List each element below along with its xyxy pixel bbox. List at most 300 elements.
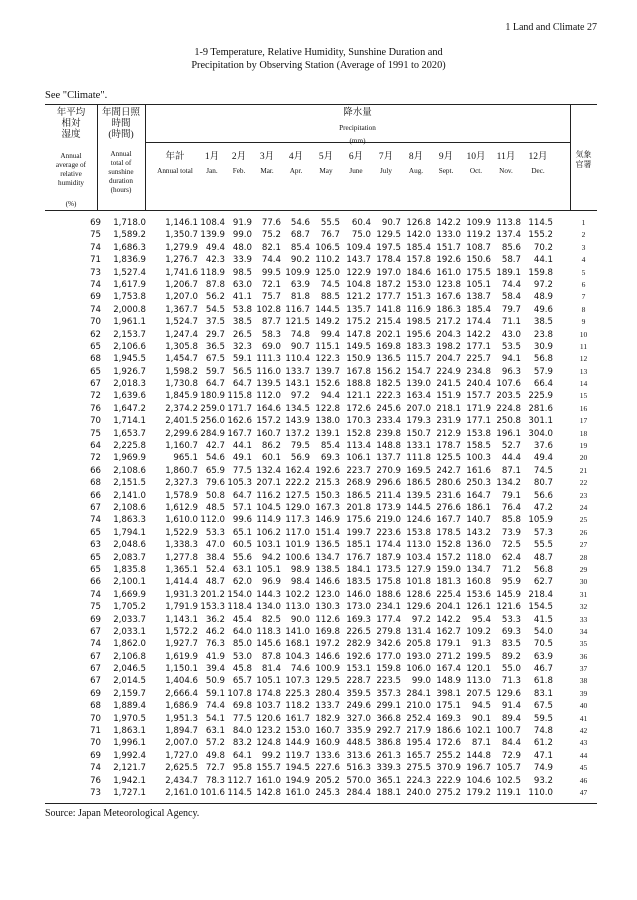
month-header-en: Aug. xyxy=(408,167,424,175)
monthly-precip-cell: 134.0 xyxy=(256,602,281,613)
monthly-precip-cell: 195.4 xyxy=(406,738,431,749)
monthly-precip-cell: 109.9 xyxy=(466,218,491,228)
annual-precip-cell: 1,207.0 xyxy=(165,292,198,303)
sunshine-cell: 1,970.5 xyxy=(113,713,146,724)
monthly-precip-cell: 185.4 xyxy=(466,304,491,315)
monthly-precip-cell: 55.6 xyxy=(232,552,252,563)
monthly-precip-cell: 96.3 xyxy=(501,366,521,377)
monthly-precip-cell: 120.1 xyxy=(466,664,491,675)
table-row xyxy=(45,676,597,688)
monthly-precip-cell: 111.8 xyxy=(406,453,431,464)
monthly-precip-cell: 105.3 xyxy=(227,478,252,489)
monthly-precip-cell: 99.0 xyxy=(411,676,431,687)
table-row xyxy=(45,701,597,713)
annual-precip-cell: 2,007.0 xyxy=(165,738,198,749)
monthly-precip-cell: 94.1 xyxy=(501,354,521,365)
sunshine-cell: 2,121.7 xyxy=(113,763,146,774)
monthly-precip-cell: 48.0 xyxy=(232,242,252,253)
monthly-precip-cell: 183.3 xyxy=(406,341,431,352)
monthly-precip-cell: 108.4 xyxy=(200,218,225,228)
monthly-precip-cell: 138.7 xyxy=(466,292,491,303)
monthly-precip-cell: 134.7 xyxy=(315,552,340,563)
monthly-precip-cell: 29.7 xyxy=(205,329,225,340)
station-number-cell: 10 xyxy=(579,329,588,339)
monthly-precip-cell: 155.2 xyxy=(528,230,553,241)
monthly-precip-cell: 175.2 xyxy=(346,317,371,328)
station-number-cell: 40 xyxy=(579,701,588,711)
humidity-cell: 67 xyxy=(90,502,101,513)
monthly-precip-cell: 177.7 xyxy=(376,292,401,303)
monthly-precip-cell: 169.3 xyxy=(436,713,461,724)
monthly-precip-cell: 121.5 xyxy=(285,317,310,328)
annual-precip-cell: 2,374.2 xyxy=(165,403,198,414)
monthly-precip-cell: 122.3 xyxy=(315,354,340,365)
sunshine-cell: 2,153.7 xyxy=(113,329,146,340)
monthly-precip-cell: 160.9 xyxy=(315,738,340,749)
monthly-precip-cell: 153.6 xyxy=(466,589,491,600)
monthly-precip-cell: 85.0 xyxy=(232,639,252,650)
annual-precip-cell: 1,143.1 xyxy=(165,614,198,625)
monthly-precip-cell: 85.4 xyxy=(290,242,310,253)
monthly-precip-cell: 72.7 xyxy=(205,763,225,774)
monthly-precip-cell: 181.3 xyxy=(436,577,461,588)
monthly-precip-cell: 59.1 xyxy=(205,688,225,699)
monthly-precip-cell: 179.1 xyxy=(436,639,461,650)
monthly-precip-cell: 62.7 xyxy=(533,577,553,588)
monthly-precip-cell: 202.1 xyxy=(376,329,401,340)
annual-precip-cell: 1,572.2 xyxy=(165,626,198,637)
monthly-precip-cell: 99.4 xyxy=(320,329,340,340)
monthly-precip-cell: 137.4 xyxy=(496,230,521,241)
monthly-precip-cell: 69.3 xyxy=(320,453,340,464)
monthly-precip-cell: 45.4 xyxy=(232,614,252,625)
monthly-precip-cell: 48.9 xyxy=(533,292,553,303)
monthly-precip-cell: 204.3 xyxy=(436,329,461,340)
month-header-en: May xyxy=(319,167,333,175)
monthly-precip-cell: 185.4 xyxy=(406,242,431,253)
station-number-cell: 43 xyxy=(579,738,588,748)
monthly-precip-cell: 146.6 xyxy=(315,577,340,588)
monthly-precip-cell: 217.9 xyxy=(406,726,431,737)
monthly-precip-cell: 118.0 xyxy=(466,552,491,563)
monthly-precip-cell: 159.0 xyxy=(436,564,461,575)
monthly-precip-cell: 76.7 xyxy=(320,230,340,241)
station-number-cell: 1 xyxy=(581,218,586,227)
monthly-precip-cell: 52.7 xyxy=(501,441,521,452)
station-number-cell: 24 xyxy=(579,502,588,512)
monthly-precip-cell: 95.8 xyxy=(232,763,252,774)
monthly-precip-cell: 95.4 xyxy=(471,614,491,625)
monthly-precip-cell: 176.7 xyxy=(346,552,371,563)
monthly-precip-cell: 245.3 xyxy=(315,787,340,798)
sunshine-cell: 2,100.1 xyxy=(113,577,146,588)
annual-precip-cell: 2,666.4 xyxy=(165,688,198,699)
monthly-precip-cell: 49.4 xyxy=(205,242,225,253)
monthly-precip-cell: 53.8 xyxy=(232,304,252,315)
humidity-cell: 68 xyxy=(90,701,101,712)
monthly-precip-cell: 121.1 xyxy=(346,391,371,402)
monthly-precip-cell: 54.5 xyxy=(205,304,225,315)
monthly-precip-cell: 152.8 xyxy=(346,428,371,439)
table-row xyxy=(45,602,597,614)
monthly-precip-cell: 133.6 xyxy=(315,750,340,761)
monthly-precip-cell: 154.5 xyxy=(528,602,553,613)
monthly-precip-cell: 175.1 xyxy=(436,701,461,712)
monthly-precip-cell: 154.0 xyxy=(227,589,252,600)
monthly-precip-cell: 222.3 xyxy=(376,391,401,402)
monthly-precip-cell: 177.1 xyxy=(466,416,491,427)
monthly-precip-cell: 144.3 xyxy=(256,589,281,600)
monthly-precip-cell: 249.6 xyxy=(346,701,371,712)
monthly-precip-cell: 152.8 xyxy=(436,540,461,551)
month-header-en: Sept. xyxy=(438,167,454,175)
station-number-cell: 44 xyxy=(579,750,588,760)
monthly-precip-cell: 94.5 xyxy=(471,701,491,712)
monthly-precip-cell: 168.1 xyxy=(285,639,310,650)
humidity-cell: 69 xyxy=(90,218,101,228)
humidity-cell: 65 xyxy=(90,527,101,538)
monthly-precip-cell: 150.6 xyxy=(466,255,491,266)
monthly-precip-cell: 357.3 xyxy=(376,688,401,699)
humidity-cell: 67 xyxy=(90,651,101,662)
humidity-cell: 68 xyxy=(90,478,101,489)
monthly-precip-cell: 37.5 xyxy=(205,317,225,328)
station-number-cell: 30 xyxy=(579,577,588,587)
monthly-precip-cell: 107.8 xyxy=(227,688,252,699)
monthly-precip-cell: 112.0 xyxy=(256,391,281,402)
monthly-precip-cell: 128.6 xyxy=(406,589,431,600)
monthly-precip-cell: 64.1 xyxy=(232,750,252,761)
monthly-precip-cell: 193.0 xyxy=(406,651,431,662)
monthly-precip-cell: 100.3 xyxy=(466,453,491,464)
table-row xyxy=(45,391,597,403)
monthly-precip-cell: 49.4 xyxy=(533,453,553,464)
sunshine-header-jp: 年間日照 時間 (時間) xyxy=(101,108,140,140)
month-header-jp: 5月 xyxy=(318,152,334,162)
monthly-precip-cell: 151.7 xyxy=(436,242,461,253)
table-row xyxy=(45,503,597,515)
monthly-precip-cell: 177.4 xyxy=(376,614,401,625)
monthly-precip-cell: 47.0 xyxy=(205,540,225,551)
sunshine-cell: 2,033.7 xyxy=(113,614,146,625)
monthly-precip-cell: 58.7 xyxy=(501,255,521,266)
monthly-precip-cell: 171.9 xyxy=(466,403,491,414)
month-header-en: Oct. xyxy=(469,167,483,175)
monthly-precip-cell: 185.1 xyxy=(346,540,371,551)
monthly-precip-cell: 146.6 xyxy=(315,651,340,662)
monthly-precip-cell: 74.4 xyxy=(205,701,225,712)
monthly-precip-cell: 62.0 xyxy=(232,577,252,588)
monthly-precip-cell: 192.6 xyxy=(346,651,371,662)
monthly-precip-cell: 180.9 xyxy=(200,391,225,402)
station-number-cell: 12 xyxy=(579,354,588,364)
sunshine-cell: 1,996.1 xyxy=(113,738,146,749)
monthly-precip-cell: 152.6 xyxy=(315,379,340,390)
station-number-cell: 21 xyxy=(579,465,588,475)
monthly-precip-cell: 172.6 xyxy=(346,403,371,414)
monthly-precip-cell: 225.4 xyxy=(436,589,461,600)
monthly-precip-cell: 119.1 xyxy=(496,787,521,798)
monthly-precip-cell: 280.6 xyxy=(436,478,461,489)
monthly-precip-cell: 161.6 xyxy=(466,465,491,476)
annual-precip-cell: 1,305.8 xyxy=(165,341,198,352)
sunshine-cell: 2,108.6 xyxy=(113,465,146,476)
table-row xyxy=(45,218,597,230)
monthly-precip-cell: 38.5 xyxy=(533,317,553,328)
humidity-header-en: Annual average of relative humidity xyxy=(55,152,87,187)
monthly-precip-cell: 50.9 xyxy=(205,676,225,687)
monthly-precip-cell: 210.0 xyxy=(406,701,431,712)
monthly-precip-cell: 65.7 xyxy=(232,676,252,687)
monthly-precip-cell: 119.2 xyxy=(466,230,491,241)
monthly-precip-cell: 335.9 xyxy=(346,726,371,737)
monthly-precip-cell: 189.1 xyxy=(496,267,521,278)
sunshine-cell: 2,083.7 xyxy=(113,552,146,563)
monthly-precip-cell: 157.2 xyxy=(436,552,461,563)
monthly-precip-cell: 98.9 xyxy=(290,564,310,575)
monthly-precip-cell: 137.7 xyxy=(376,453,401,464)
month-header-jp: 9月 xyxy=(438,152,454,162)
monthly-precip-cell: 155.7 xyxy=(256,763,281,774)
monthly-precip-cell: 57.2 xyxy=(205,738,225,749)
monthly-precip-cell: 54.6 xyxy=(290,218,310,228)
monthly-precip-cell: 114.5 xyxy=(528,218,553,228)
sunshine-cell: 1,835.8 xyxy=(113,564,146,575)
monthly-precip-cell: 87.1 xyxy=(471,738,491,749)
sunshine-cell: 1,836.9 xyxy=(113,255,146,266)
monthly-precip-cell: 184.6 xyxy=(406,267,431,278)
annual-precip-cell: 1,454.7 xyxy=(165,354,198,365)
monthly-precip-cell: 71.3 xyxy=(501,676,521,687)
table-row xyxy=(45,292,597,304)
monthly-precip-cell: 159.8 xyxy=(376,664,401,675)
monthly-precip-cell: 142.2 xyxy=(436,614,461,625)
monthly-precip-cell: 89.4 xyxy=(501,713,521,724)
monthly-precip-cell: 44.1 xyxy=(232,441,252,452)
monthly-precip-cell: 228.7 xyxy=(346,676,371,687)
monthly-precip-cell: 74.4 xyxy=(261,255,281,266)
monthly-precip-cell: 127.5 xyxy=(285,490,310,501)
month-header-jp: 10月 xyxy=(466,152,486,162)
monthly-precip-cell: 37.6 xyxy=(533,441,553,452)
table-row xyxy=(45,590,597,602)
monthly-precip-cell: 54.6 xyxy=(205,453,225,464)
station-number-cell: 23 xyxy=(579,490,588,500)
monthly-precip-cell: 147.8 xyxy=(346,329,371,340)
title-line-2: Precipitation by Observing Station (Average of 1991 to 2020) xyxy=(191,60,446,71)
monthly-precip-cell: 205.8 xyxy=(406,639,431,650)
station-number-cell: 17 xyxy=(579,416,588,426)
monthly-precip-cell: 187.2 xyxy=(376,279,401,290)
monthly-precip-cell: 157.7 xyxy=(466,391,491,402)
sunshine-cell: 1,653.7 xyxy=(113,428,146,439)
monthly-precip-cell: 66.4 xyxy=(533,379,553,390)
monthly-precip-cell: 61.2 xyxy=(533,738,553,749)
monthly-precip-cell: 115.1 xyxy=(315,341,340,352)
annual-precip-cell: 1,522.9 xyxy=(165,527,198,538)
monthly-precip-cell: 110.2 xyxy=(315,255,340,266)
annual-precip-cell: 1,927.7 xyxy=(165,639,198,650)
month-header-jp: 7月 xyxy=(378,152,394,162)
station-number-cell: 11 xyxy=(579,341,588,351)
month-header-jp: 3月 xyxy=(259,152,275,162)
humidity-cell: 66 xyxy=(90,465,101,476)
monthly-precip-cell: 41.5 xyxy=(533,614,553,625)
monthly-precip-cell: 110.4 xyxy=(285,354,310,365)
monthly-precip-cell: 90.7 xyxy=(381,218,401,228)
monthly-precip-cell: 241.5 xyxy=(436,379,461,390)
sunshine-cell: 1,669.9 xyxy=(113,589,146,600)
monthly-precip-cell: 70.5 xyxy=(533,639,553,650)
monthly-precip-cell: 129.5 xyxy=(376,230,401,241)
month-header-jp: 12月 xyxy=(528,152,548,162)
monthly-precip-cell: 160.7 xyxy=(315,726,340,737)
table-row xyxy=(45,453,597,465)
annual-precip-cell: 1,860.7 xyxy=(165,465,198,476)
monthly-precip-cell: 250.8 xyxy=(496,416,521,427)
monthly-precip-cell: 275.5 xyxy=(406,763,431,774)
monthly-precip-cell: 82.1 xyxy=(261,242,281,253)
sunshine-cell: 1,945.5 xyxy=(113,354,146,365)
monthly-precip-cell: 101.6 xyxy=(200,787,225,798)
data-rows xyxy=(45,218,597,800)
monthly-precip-cell: 150.9 xyxy=(346,354,371,365)
monthly-precip-cell: 111.3 xyxy=(256,354,281,365)
annual-precip-cell: 2,625.5 xyxy=(165,763,198,774)
monthly-precip-cell: 105.1 xyxy=(466,279,491,290)
monthly-precip-cell: 122.9 xyxy=(346,267,371,278)
monthly-precip-cell: 106.5 xyxy=(315,242,340,253)
monthly-precip-cell: 85.8 xyxy=(501,515,521,526)
monthly-precip-cell: 63.9 xyxy=(533,651,553,662)
monthly-precip-cell: 386.8 xyxy=(376,738,401,749)
sunshine-cell: 2,106.8 xyxy=(113,651,146,662)
annual-precip-cell: 1,845.9 xyxy=(165,391,198,402)
annual-precip-cell: 1,277.8 xyxy=(165,552,198,563)
monthly-precip-cell: 146.0 xyxy=(346,589,371,600)
station-number-cell: 41 xyxy=(579,713,588,723)
sunshine-cell: 1,714.1 xyxy=(113,416,146,427)
monthly-precip-cell: 153.3 xyxy=(200,602,225,613)
monthly-precip-cell: 98.5 xyxy=(232,267,252,278)
monthly-precip-cell: 67.5 xyxy=(533,701,553,712)
annual-precip-cell: 1,338.3 xyxy=(165,540,198,551)
monthly-precip-cell: 87.8 xyxy=(261,651,281,662)
monthly-precip-cell: 268.9 xyxy=(346,478,371,489)
sunshine-cell: 2,046.5 xyxy=(113,664,146,675)
monthly-precip-cell: 74.8 xyxy=(533,726,553,737)
humidity-cell: 69 xyxy=(90,614,101,625)
monthly-precip-cell: 161.7 xyxy=(285,713,310,724)
monthly-precip-cell: 215.4 xyxy=(376,317,401,328)
monthly-precip-cell: 74.9 xyxy=(533,763,553,774)
sunshine-cell: 1,961.1 xyxy=(113,317,146,328)
monthly-precip-cell: 172.6 xyxy=(436,738,461,749)
monthly-precip-cell: 75.0 xyxy=(351,230,371,241)
monthly-precip-cell: 231.9 xyxy=(436,416,461,427)
monthly-precip-cell: 64.7 xyxy=(232,490,252,501)
monthly-precip-cell: 197.5 xyxy=(376,242,401,253)
station-number-cell: 29 xyxy=(579,564,588,574)
monthly-precip-cell: 167.4 xyxy=(436,664,461,675)
monthly-precip-cell: 79.1 xyxy=(501,490,521,501)
humidity-cell: 76 xyxy=(90,403,101,414)
humidity-cell: 74 xyxy=(90,304,101,315)
month-header-en: Apr. xyxy=(289,167,303,175)
table-row xyxy=(45,317,597,329)
monthly-precip-cell: 170.3 xyxy=(346,416,371,427)
monthly-precip-cell: 109.9 xyxy=(285,267,310,278)
monthly-precip-cell: 103.7 xyxy=(256,701,281,712)
monthly-precip-cell: 63.0 xyxy=(232,279,252,290)
monthly-precip-cell: 112.7 xyxy=(227,775,252,786)
monthly-precip-cell: 178.4 xyxy=(376,255,401,266)
monthly-precip-cell: 145.6 xyxy=(256,639,281,650)
annual-precip-cell: 1,160.7 xyxy=(165,441,198,452)
monthly-precip-cell: 114.9 xyxy=(256,515,281,526)
monthly-precip-cell: 240.4 xyxy=(466,379,491,390)
station-number-cell: 45 xyxy=(579,763,588,773)
monthly-precip-cell: 65.9 xyxy=(205,465,225,476)
monthly-precip-cell: 150.7 xyxy=(406,428,431,439)
monthly-precip-cell: 72.1 xyxy=(261,279,281,290)
monthly-precip-cell: 151.4 xyxy=(315,527,340,538)
monthly-precip-cell: 174.4 xyxy=(376,540,401,551)
monthly-precip-cell: 280.4 xyxy=(315,688,340,699)
monthly-precip-cell: 313.6 xyxy=(346,750,371,761)
monthly-precip-cell: 106.2 xyxy=(256,527,281,538)
monthly-precip-cell: 104.6 xyxy=(466,775,491,786)
monthly-precip-cell: 139.5 xyxy=(256,379,281,390)
monthly-precip-cell: 115.7 xyxy=(406,354,431,365)
monthly-precip-cell: 163.4 xyxy=(406,391,431,402)
monthly-precip-cell: 54.1 xyxy=(205,713,225,724)
monthly-precip-cell: 153.8 xyxy=(466,428,491,439)
monthly-precip-cell: 126.1 xyxy=(466,602,491,613)
monthly-precip-cell: 296.6 xyxy=(376,478,401,489)
sunshine-cell: 1,942.1 xyxy=(113,775,146,786)
monthly-precip-cell: 97.2 xyxy=(411,614,431,625)
monthly-precip-cell: 141.8 xyxy=(376,304,401,315)
header-bottom-rule xyxy=(45,210,597,211)
monthly-precip-cell: 123.0 xyxy=(315,589,340,600)
monthly-precip-cell: 107.3 xyxy=(285,676,310,687)
table-row xyxy=(45,280,597,292)
monthly-precip-cell: 45.8 xyxy=(232,664,252,675)
monthly-precip-cell: 133.7 xyxy=(285,366,310,377)
station-number-cell: 13 xyxy=(579,366,588,376)
humidity-cell: 70 xyxy=(90,738,101,749)
table-row xyxy=(45,726,597,738)
monthly-precip-cell: 109.2 xyxy=(466,626,491,637)
monthly-precip-cell: 90.7 xyxy=(290,341,310,352)
monthly-precip-cell: 240.0 xyxy=(406,787,431,798)
monthly-precip-cell: 94.4 xyxy=(320,391,340,402)
monthly-precip-cell: 91.3 xyxy=(471,639,491,650)
monthly-precip-cell: 188.1 xyxy=(376,787,401,798)
monthly-precip-cell: 89.2 xyxy=(501,651,521,662)
monthly-precip-cell: 162.7 xyxy=(436,626,461,637)
monthly-precip-cell: 119.7 xyxy=(285,750,310,761)
monthly-precip-cell: 162.6 xyxy=(227,416,252,427)
monthly-precip-cell: 84.4 xyxy=(501,738,521,749)
monthly-precip-cell: 224.3 xyxy=(406,775,431,786)
month-header-jp: 4月 xyxy=(288,152,304,162)
monthly-precip-cell: 79.6 xyxy=(205,478,225,489)
monthly-precip-cell: 151.9 xyxy=(436,391,461,402)
monthly-precip-cell: 74.5 xyxy=(533,465,553,476)
monthly-precip-cell: 48.7 xyxy=(205,577,225,588)
